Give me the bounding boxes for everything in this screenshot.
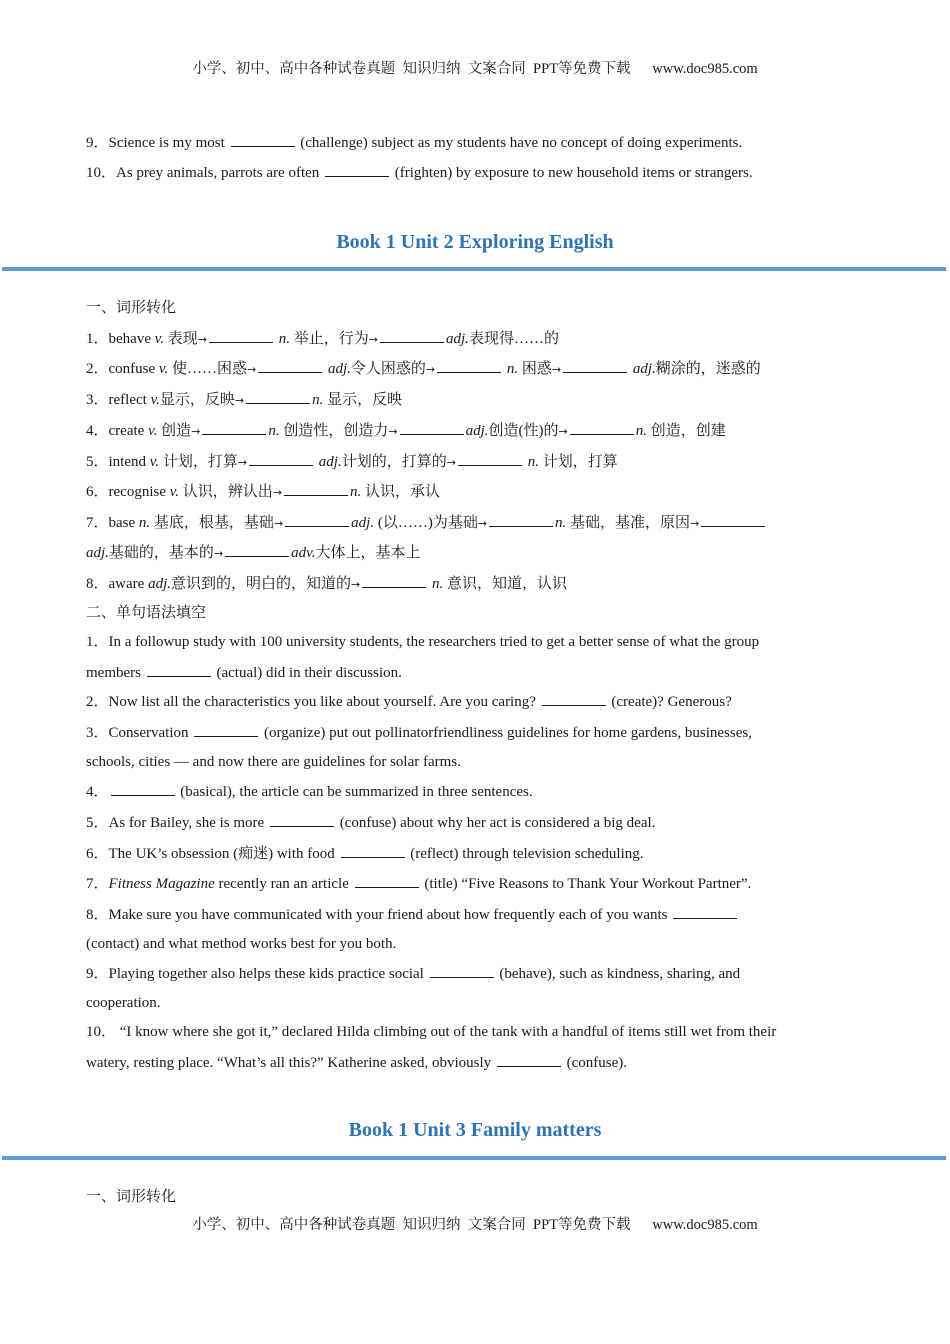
arrow-icon: →: [246, 363, 257, 376]
answer-blank[interactable]: [147, 662, 211, 677]
answer-blank[interactable]: [489, 512, 553, 527]
page-header: 小学、初中、高中各种试卷真题 知识归纳 文案合同 PPT等免费下载 www.doc985.com: [192, 61, 758, 77]
arrow-icon: →: [191, 425, 201, 438]
answer-blank[interactable]: [437, 358, 501, 373]
question-9: 9．Science is my most (challenge) subject as my students have no concept of doing experiments.: [86, 132, 864, 153]
answer-blank[interactable]: [563, 358, 627, 373]
sentence-8-cont: (contact) and what method works best for you both.: [86, 936, 397, 952]
word-item-7-cont: adj.基础的，基本的→ adv.大体上，基本上: [86, 542, 864, 564]
word-item-1: 1．behave v. 表现→ n. 举止，行为→ adj.表现得……的: [86, 328, 864, 350]
arrow-icon: →: [272, 486, 283, 499]
answer-blank[interactable]: [202, 420, 266, 435]
sentence-5: 5．As for Bailey, she is more (confuse) about why her act is considered a big deal.: [86, 812, 864, 833]
answer-blank[interactable]: [458, 451, 522, 466]
answer-blank[interactable]: [570, 420, 634, 435]
section-heading: 一、词形转化: [86, 300, 177, 316]
sentence-3: 3．Conservation (organize) put out pollinatorfriendliness guidelines for home gardens, businesses,: [86, 722, 864, 743]
word-item-3: 3．reflect v.显示，反映→ n. 显示，反映: [86, 389, 864, 411]
answer-blank[interactable]: [231, 132, 295, 147]
sentence-7: 7．Fitness Magazine recently ran an article (title) “Five Reasons to Thank Your Workout Partner”.: [86, 873, 864, 894]
arrow-icon: →: [477, 517, 488, 530]
answer-blank[interactable]: [400, 420, 464, 435]
arrow-icon: →: [690, 517, 700, 530]
arrow-icon: →: [213, 547, 224, 560]
word-item-7: 7．base n. 基底，根基，基础→ adj. (以……)为基础→ n. 基础，基准，原因→: [86, 512, 864, 534]
answer-blank[interactable]: [194, 722, 258, 737]
sentence-10: 10． “I know where she got it,” declared Hilda climbing out of the tank with a handful of items still wet from their: [86, 1024, 777, 1040]
section-heading: 一、词形转化: [86, 1189, 177, 1205]
answer-blank[interactable]: [111, 781, 175, 796]
arrow-icon: →: [234, 394, 245, 407]
answer-blank[interactable]: [225, 542, 289, 557]
answer-blank[interactable]: [542, 691, 606, 706]
section-divider: [2, 1156, 946, 1160]
arrow-icon: →: [237, 456, 248, 469]
arrow-icon: →: [351, 578, 361, 591]
answer-blank[interactable]: [362, 573, 426, 588]
answer-blank[interactable]: [341, 843, 405, 858]
word-item-5: 5．intend v. 计划，打算→ adj.计划的，打算的→ n. 计划，打算: [86, 451, 864, 473]
answer-blank[interactable]: [673, 904, 737, 919]
answer-blank[interactable]: [246, 389, 310, 404]
answer-blank[interactable]: [380, 328, 444, 343]
answer-blank[interactable]: [701, 512, 765, 527]
word-item-8: 8．aware adj.意识到的，明白的，知道的→ n. 意识，知道，认识: [86, 573, 864, 595]
arrow-icon: →: [551, 363, 562, 376]
arrow-icon: →: [273, 517, 284, 530]
sentence-1-cont: members (actual) did in their discussion.: [86, 662, 864, 683]
arrow-icon: →: [558, 425, 568, 438]
sentence-2: 2．Now list all the characteristics you like about yourself. Are you caring? (create)? Generous?: [86, 691, 864, 712]
sentence-9: 9．Playing together also helps these kids practice social (behave), such as kindness, sharing, and: [86, 963, 864, 984]
sentence-3-cont: schools, cities — and now there are guidelines for solar farms.: [86, 754, 461, 770]
question-10: 10．As prey animals, parrots are often (frighten) by exposure to new household items or strangers.: [86, 162, 864, 183]
sentence-4: 4． (basical), the article can be summarized in three sentences.: [86, 781, 864, 802]
word-item-2: 2．confuse v. 使……困惑→ adj.令人困惑的→ n. 困惑→ adj.糊涂的，迷惑的: [86, 358, 864, 380]
sentence-8: 8．Make sure you have communicated with your friend about how frequently each of you wants: [86, 904, 864, 925]
answer-blank[interactable]: [430, 963, 494, 978]
arrow-icon: →: [197, 333, 208, 346]
answer-blank[interactable]: [497, 1052, 561, 1067]
unit2-title: Book 1 Unit 2 Exploring English: [336, 231, 614, 253]
answer-blank[interactable]: [209, 328, 273, 343]
page-footer: 小学、初中、高中各种试卷真题 知识归纳 文案合同 PPT等免费下载 www.doc985.com: [192, 1217, 758, 1233]
sentence-10-cont: watery, resting place. “What’s all this?” Katherine asked, obviously (confuse).: [86, 1052, 864, 1073]
answer-blank[interactable]: [258, 358, 322, 373]
sentence-1: 1．In a followup study with 100 university students, the researchers tried to get a better sense of what the group: [86, 634, 760, 650]
answer-blank[interactable]: [285, 512, 349, 527]
sentence-9-cont: cooperation.: [86, 995, 161, 1011]
arrow-icon: →: [368, 333, 379, 346]
word-item-6: 6．recognise v. 认识，辨认出→ n. 认识，承认: [86, 481, 864, 503]
answer-blank[interactable]: [284, 481, 348, 496]
word-item-4: 4．create v. 创造→ n. 创造性，创造力→ adj.创造(性)的→ n. 创造，创建: [86, 420, 864, 442]
answer-blank[interactable]: [325, 162, 389, 177]
sentence-6: 6．The UK’s obsession (痴迷) with food (reflect) through television scheduling.: [86, 843, 864, 864]
arrow-icon: →: [388, 425, 398, 438]
section-heading: 二、单句语法填空: [86, 605, 207, 621]
answer-blank[interactable]: [270, 812, 334, 827]
arrow-icon: →: [425, 363, 436, 376]
unit3-title: Book 1 Unit 3 Family matters: [348, 1119, 602, 1141]
answer-blank[interactable]: [249, 451, 313, 466]
section-divider: [2, 267, 946, 271]
arrow-icon: →: [446, 456, 456, 469]
answer-blank[interactable]: [355, 873, 419, 888]
